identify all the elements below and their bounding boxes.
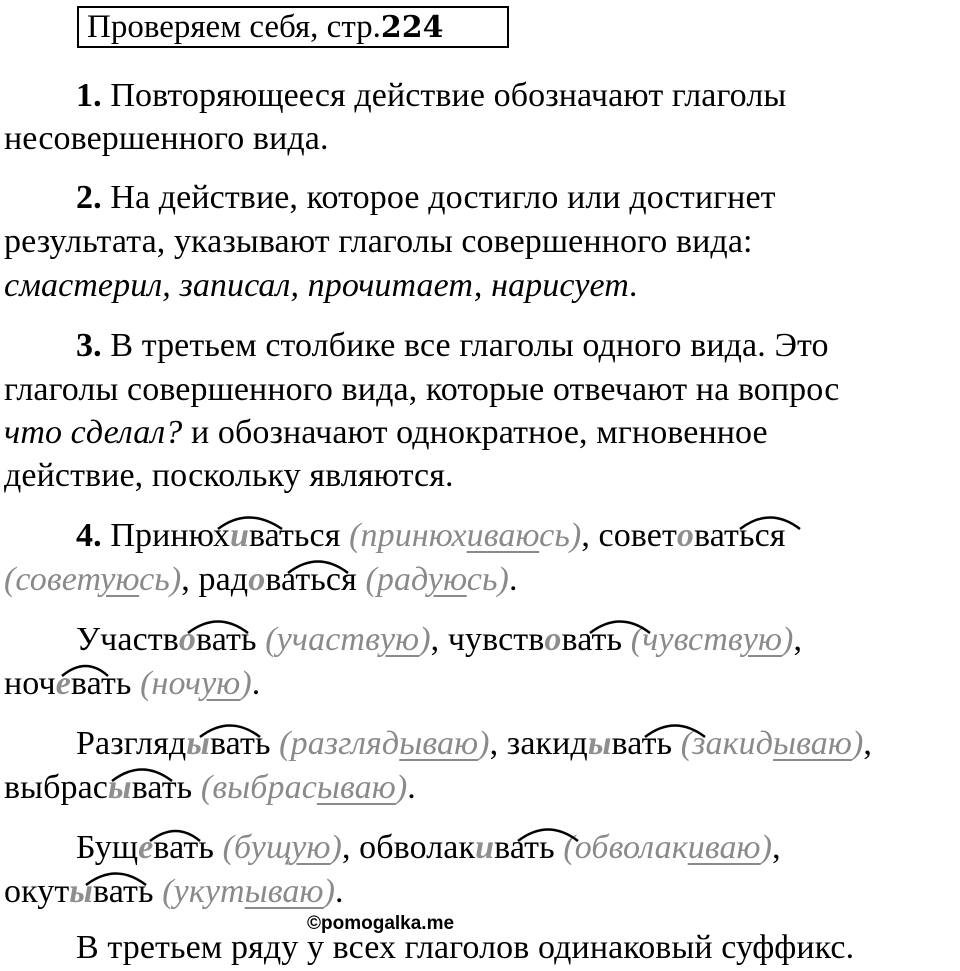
word-nochevat: ночевать [4, 665, 132, 702]
row3-line-1: Разглядывать (разглядываю), закидывать (закидываю), [76, 725, 873, 762]
p3-line-1 [76, 326, 829, 366]
p3-text-4: действие, поскольку являются. [4, 457, 454, 494]
p4-number: 4. [76, 517, 102, 554]
row2-line-1: Участвовать (участвую), чувствовать (чувствую), [76, 621, 803, 658]
p3-text-3: и обозначают однократное, мгновенное [182, 414, 768, 451]
word-zakidyvat: закидывать [506, 725, 673, 762]
p2-end: . [628, 267, 638, 304]
hint-chuvstvuyu: (чувствую) [630, 621, 794, 658]
hint-sovetuyus: (советуюсь) [4, 561, 182, 598]
hint-nochuyu: (ночую) [140, 665, 252, 702]
p2-number: 2. [76, 179, 102, 216]
p4-line-2: (советуюсь), радоваться (радуюсь). [4, 561, 518, 598]
p2-text-1: На действие, которое достигло или достигнет [110, 179, 776, 216]
hint-raduyus: (радуюсь) [365, 561, 509, 598]
p3-line-2 [4, 370, 839, 410]
header-box [77, 6, 509, 48]
row4-line-1: Бущевать (бущую), обволакивать (обволакиваю), [76, 829, 781, 866]
p1-line-1 [76, 76, 786, 116]
word-prinyukhivatsya: Принюхиваться [110, 517, 341, 554]
p3-line-4 [4, 456, 454, 496]
p2-examples: смастерил, записал, прочитает, нарисует [4, 267, 629, 304]
word-vybrasyvat: выбрасывать [4, 769, 193, 806]
p2-line-2 [4, 222, 753, 262]
p2-text-2: результата, указывают глаголы совершенного вида: [4, 223, 753, 260]
p2-line-3 [4, 266, 638, 306]
p4-line-1: 4. Принюхиваться (принюхиваюсь), советоваться [76, 517, 786, 554]
word-chuvstvovat: чувствовать [447, 621, 623, 658]
hint-prinyukhivayus: (принюхиваюсь) [349, 517, 582, 554]
p3-number: 3. [76, 327, 102, 364]
hint-ukutyvayu: (укутываю) [162, 873, 336, 910]
p2-line-1 [76, 178, 776, 218]
p3-text-2: глаголы совершенного вида, которые отвечают на вопрос [4, 371, 840, 408]
watermark: ©pomogalka.me [307, 913, 455, 934]
hint-vybrasyvayu: (выбрасываю) [200, 769, 408, 806]
word-sovetovatsya: советоваться [598, 517, 786, 554]
word-radovatsya: радоваться [198, 561, 357, 598]
header-title: Проверяем себя, стр. [87, 9, 381, 45]
hint-zakidyvayu: (закидываю) [680, 725, 864, 762]
word-obvolakivat: обволакивать [359, 829, 555, 866]
p1-line-2 [4, 119, 329, 159]
p3-line-3 [4, 413, 768, 453]
p1-text-2: несовершенного вида. [4, 120, 329, 157]
word-razglyadyvat: Разглядывать [76, 725, 271, 762]
hint-uchastvuyu: (участвую) [265, 621, 431, 658]
hint-bushuyu: (бущую) [222, 829, 342, 866]
word-okutyvat: окутывать [4, 873, 154, 910]
p3-text-1: В третьем столбике все глаголы одного вида. Это [110, 327, 829, 364]
p1-text-1: Повторяющееся действие обозначают глаголы [110, 77, 787, 114]
word-bushevat: Бущевать [76, 829, 214, 866]
conclusion: В третьем ряду у всех глаголов одинаковый суффикс. [76, 929, 855, 966]
hint-razglyadyvayu: (разглядываю) [279, 725, 490, 762]
p1-number: 1. [76, 77, 102, 114]
row4-line-2: окутывать (укутываю). [4, 873, 344, 910]
row2-line-2: ночевать (ночую). [4, 665, 261, 702]
header-page-number: 224 [380, 10, 444, 45]
word-uchastvovat: Участвовать [76, 621, 257, 658]
hint-obvolakivayu: (обволакиваю) [563, 829, 773, 866]
row3-line-2: выбрасывать (выбрасываю). [4, 769, 416, 806]
p3-question: что сделал? [4, 414, 183, 451]
